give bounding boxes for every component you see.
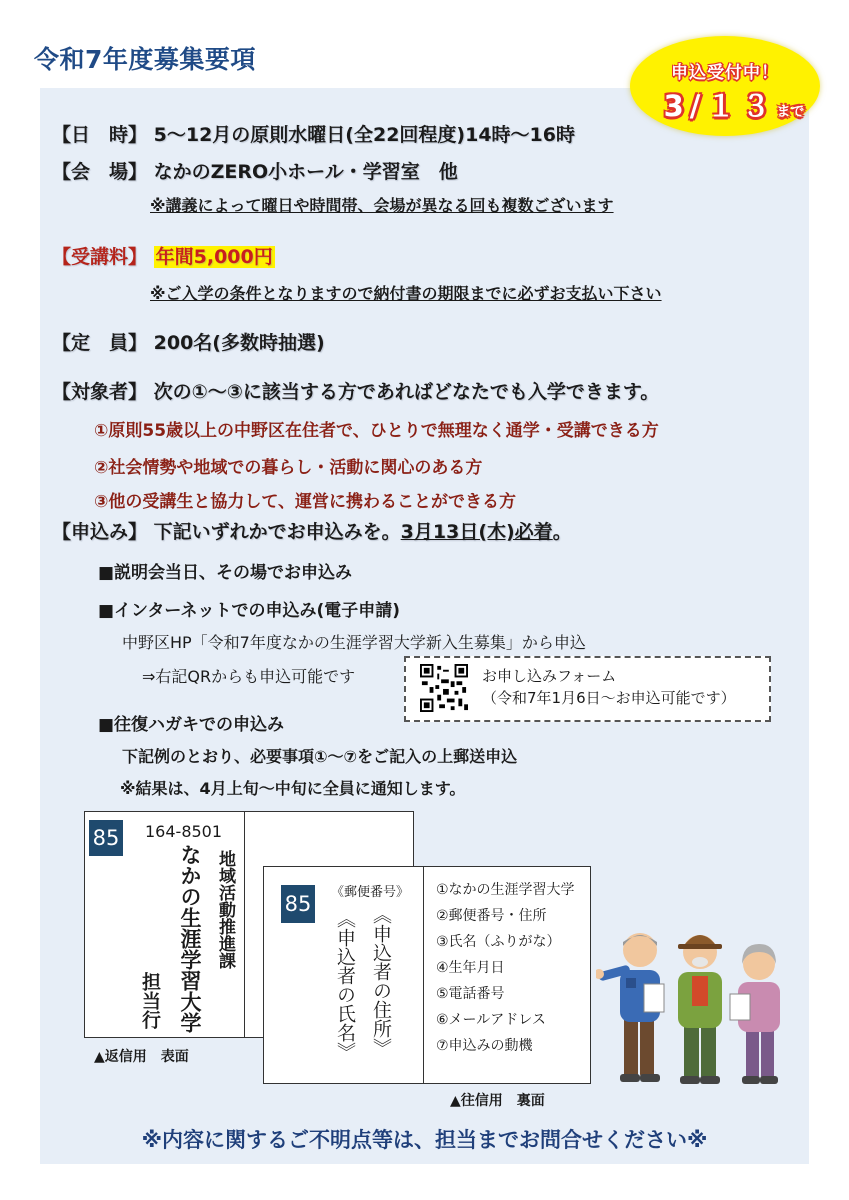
badge-label: 申込受付中！	[671, 63, 779, 83]
outgoing-address-placeholder: 《申込者の住所》	[370, 905, 392, 1057]
schedule-value: 5～12月の原則水曜日(全22回程度)14時～16時	[153, 124, 575, 146]
fee-note: ※ご入学の条件となりますので納付書の期限までに必ずお支払い下さい	[150, 284, 662, 303]
result-note: ※結果は、4月上旬～中旬に全員に通知します。	[120, 779, 466, 798]
outgoing-item-7: ⑦申込みの動機	[436, 1038, 533, 1054]
reply-dept: 地域活動推進課	[215, 850, 235, 969]
venue-label: 【会 場】	[52, 161, 148, 183]
eligibility-item-1: ①原則55歳以上の中野区在住者で、ひとりで無理なく通学・受講できる方	[94, 421, 659, 441]
schedule-label: 【日 時】	[52, 124, 148, 146]
capacity-row	[52, 328, 325, 355]
qr-period: （令和7年1月6日～お申込可能です）	[482, 689, 736, 707]
outgoing-item-5: ⑤電話番号	[436, 986, 505, 1002]
method-postcard-detail: 下記例のとおり、必要事項①～⑦をご記入の上郵送申込	[122, 747, 518, 766]
venue-value: なかのZERO小ホール・学習室 他	[153, 161, 458, 183]
qr-code-icon[interactable]	[420, 664, 468, 712]
fee-row	[52, 242, 275, 269]
qr-box	[404, 656, 771, 722]
outgoing-postal-badge: 85	[281, 885, 315, 923]
footer-contact-note: ※内容に関するご不明点等は、担当までお問合せください※	[141, 1128, 708, 1152]
venue-note: ※講義によって曜日や時間帯、会場が異なる回も複数ございます	[150, 196, 614, 215]
outgoing-item-6: ⑥メールアドレス	[436, 1012, 546, 1028]
deadline-badge	[630, 36, 820, 136]
outgoing-card-caption: ▲往信用 裏面	[450, 1093, 545, 1109]
method-internet-detail: 中野区HP「令和7年度なかの生涯学習大学新入生募集」から申込	[122, 633, 586, 652]
reply-card-caption: ▲返信用 表面	[94, 1049, 189, 1065]
outgoing-item-3: ③氏名（ふりがな）	[436, 934, 561, 950]
outgoing-card-items	[423, 866, 591, 1084]
application-row	[52, 517, 572, 544]
eligibility-row	[52, 377, 659, 404]
schedule-row	[52, 120, 575, 147]
method-internet: ■インターネットでの申込み(電子申請)	[98, 601, 401, 621]
method-postcard: ■往復ハガキでの申込み	[98, 715, 285, 735]
page-title: 令和7年度募集要項	[34, 45, 256, 74]
reply-name: なかの生涯学習大学	[178, 844, 202, 1033]
reply-attn: 担当行	[139, 972, 161, 1029]
application-label: 【申込み】	[52, 521, 148, 543]
badge-date-value: 3/１３	[663, 89, 777, 123]
fee-label: 【受講料】	[52, 246, 148, 268]
application-value: 下記いずれかでお申込みを。	[153, 521, 401, 543]
capacity-value: 200名(多数時抽選)	[153, 332, 325, 354]
outgoing-item-2: ②郵便番号・住所	[436, 908, 547, 924]
outgoing-name-placeholder: 《申込者の氏名》	[334, 909, 356, 1061]
seniors-hiking-illustration	[596, 920, 796, 1092]
outgoing-card	[263, 866, 424, 1084]
eligibility-label: 【対象者】	[52, 381, 148, 403]
application-deadline: 3月13日(木)必着	[400, 521, 553, 543]
badge-date	[648, 84, 820, 125]
application-value-end: 。	[552, 521, 572, 543]
method-internet-qr-note: ⇒右記QRからも申込可能です	[142, 667, 356, 686]
reply-postal-badge: 85	[89, 820, 123, 856]
eligibility-item-2: ②社会情勢や地域での暮らし・活動に関心のある方	[94, 458, 483, 478]
badge-suffix: まで	[776, 104, 805, 120]
method-briefing: ■説明会当日、その場でお申込み	[98, 563, 353, 583]
outgoing-item-4: ④生年月日	[436, 960, 505, 976]
outgoing-item-1: ①なかの生涯学習大学	[436, 882, 575, 898]
outgoing-zip-placeholder: 《郵便番号》	[331, 885, 410, 900]
eligibility-item-3: ③他の受講生と協力して、運営に携わることができる方	[94, 492, 517, 512]
capacity-label: 【定 員】	[52, 332, 148, 354]
venue-row	[52, 157, 458, 184]
fee-value: 年間5,000円	[155, 246, 273, 268]
eligibility-value: 次の①～③に該当する方であればどなたでも入学できます。	[153, 381, 660, 403]
qr-label: お申し込みフォーム	[482, 667, 617, 685]
reply-card	[84, 811, 245, 1038]
reply-zip: 164-8501	[145, 822, 223, 841]
